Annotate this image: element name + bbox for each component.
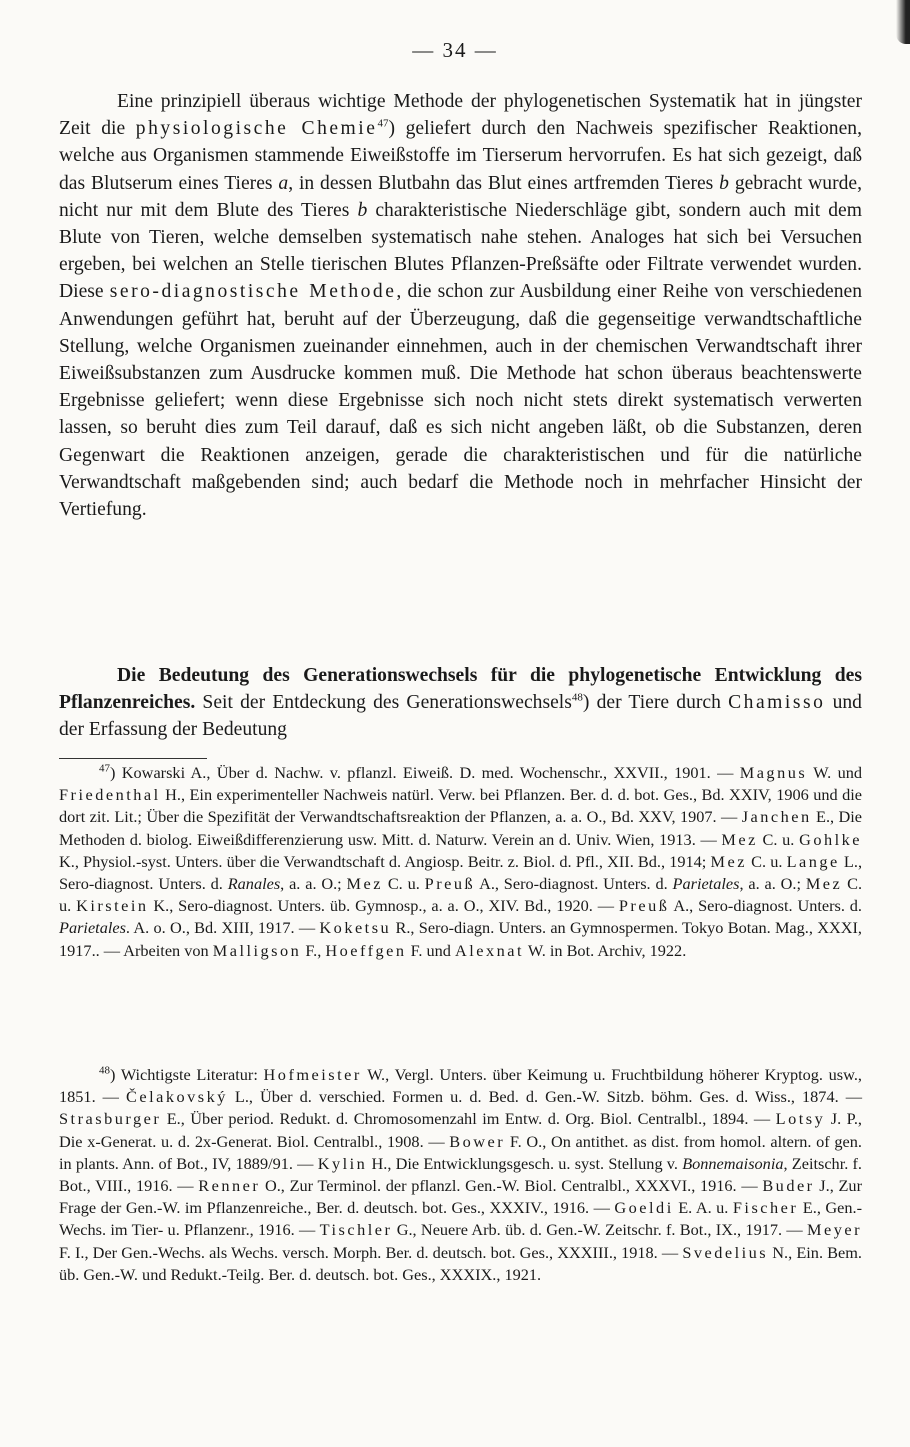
text-run: F. O., On antithet. as dist. from homol. altern. of gen. in plants. Ann. of Bot., IV, 1889/91. — (59, 1131, 862, 1173)
author-name: Mez (346, 874, 383, 894)
text-run: G., Neuere Arb. üb. d. Gen.-W. Zeitschr. f. Bot., IX., 1917. — (392, 1220, 807, 1240)
author-name: Hoeffgen (325, 940, 407, 960)
author-name: Malligson (212, 940, 302, 960)
footnote-ref-47[interactable]: 47 (377, 117, 389, 130)
author-name: Meyer (807, 1220, 862, 1240)
text-run: W., Vergl. Unters. über Keimung u. Fruchtbildung höherer Kryptog. usw., 1851. — (59, 1065, 862, 1107)
text-run: L., Sero-diagnost. Unters. d. (59, 851, 863, 894)
text-run: E., Über period. Redukt. d. Chromosomenzahl im Entw. d. Org. Biol. Centralbl., 1894. — (161, 1109, 776, 1129)
emphasis-physiologische-chemie: physiologische Chemie (135, 118, 378, 140)
text-run: E. A. u. (673, 1198, 733, 1218)
author-name: Koketsu (319, 918, 392, 938)
taxon-italic: Bonnemaisonia (682, 1153, 784, 1173)
footnote-mark: 48 (99, 1064, 110, 1077)
italic-variable: a (278, 172, 289, 194)
text-run: E., Gen.-Wechs. im Tier- u. Pflanzenr., 1916. — (59, 1198, 863, 1240)
author-name: Strasburger (59, 1109, 162, 1129)
text-run: Eine prinzipiell überaus wichtige Methode der phylogenetischen Systematik hat in jüngster Zeit die (59, 91, 862, 140)
author-name: Čelakovský (126, 1087, 228, 1107)
paragraph-serodiagnostics (59, 88, 862, 523)
text-run: , die schon zur Ausbildung einer Reihe von verschiedenen Anwendungen geführt hat, beruht auf der Überzeugung, daß die gegenseitige verwandtschaftliche Stellung, welche Organismen zueinander einnehmen, auch in der chemischen Verwandtschaft ihrer Eiweißsubstanzen zum Ausdrucke kommen muß. Die Methode hat schon überaus beachtenswerte Ergebnisse geliefert; wenn diese Ergebnisse sich noch nicht stets direkt systematisch verwerten lassen, so beruht dies zum Teil darauf, daß es sich nicht angeben läßt, ob die Substanzen, deren Gegenwart die Reaktionen anzeigen, gerade die charakteristischen und für die natürliche Verwandtschaft maßgebenden sind; auch bedarf die Methode noch in mehrfacher Hinsicht der Vertiefung. (59, 281, 862, 521)
text-run: ) der Tiere durch (582, 692, 729, 714)
author-name: Magnus (739, 763, 808, 782)
author-name: Alexnat (455, 940, 525, 960)
text-run: J., Zur Frage der Gen.-W. im Pflanzenreiche., Ber. d. deutsch. bot. Ges., XXXIV., 1916. — (59, 1176, 862, 1218)
author-name: Kirstein (76, 896, 149, 916)
text-run: W. in Bot. Archiv, 1922. (524, 940, 687, 960)
author-name: Mez (721, 829, 758, 849)
text-run: E., Die Methoden d. biolog. Eiweißdifferenzierung usw. Mitt. d. Naturw. Verein an d. Univ. Wien, 1913. — (59, 807, 863, 849)
text-run: N., Ein. Bem. üb. Gen.-W. und Redukt.-Teilg. Ber. d. deutsch. bot. Ges., XXXIX., 1921. (59, 1242, 862, 1284)
author-name: Friedenthal (59, 785, 161, 805)
author-name: Preuß (424, 874, 476, 894)
text-run: A., Sero-diagnost. Unters. d. (475, 874, 673, 894)
text-run: und der Erfassung der Bedeutung (59, 692, 862, 741)
author-name: Fischer (732, 1198, 799, 1218)
taxon-italic: Parietales (672, 874, 740, 894)
text-run: A., Sero-diagnost. Unters. d. (669, 896, 862, 916)
author-name: Renner (198, 1176, 261, 1196)
text-run: , Zeitschr. f. Bot., VIII., 1916. — (59, 1153, 863, 1196)
text-run: C. u. (59, 874, 863, 916)
text-run: O., Zur Terminol. der pflanzl. Gen.-W. Biol. Centralbl., XXXVI., 1916. — (260, 1176, 763, 1196)
text-run: C. u. (746, 851, 787, 871)
text-run: , in dessen Blutbahn das Blut eines artfremden Tieres (288, 172, 720, 194)
text-run: H., Ein experimenteller Nachweis natürl. Verw. bei Pflanzen. Ber. d. d. bot. Ges., Bd. XXIV, 1906 und die dort zit. Lit.; Über die Spezifität der Verwandtschaftsreaktion der Pflanzen, a. a. O., Bd. XXV, 1907. — (59, 785, 862, 827)
text-run: F., (301, 940, 326, 960)
emphasis-sero-diagnostische-methode: sero-diagnostische Methode (109, 281, 397, 303)
italic-variable: b (719, 172, 729, 194)
text-run: ) geliefert durch den Nachweis spezifischer Reaktionen, welche aus Organismen stammende Eiweißstoffe im Tierserum hervorrufen. Es hat sich gezeigt, daß das Blutserum eines Tieres (59, 118, 862, 194)
author-name: Mez (710, 851, 747, 871)
footnote-divider (59, 758, 207, 759)
author-name: Svedelius (682, 1242, 769, 1262)
author-name: Mez (805, 874, 843, 894)
text-run: gebracht wurde, nicht nur mit dem Blute des Tieres (59, 172, 862, 221)
taxon-italic: Ranales (227, 874, 281, 894)
footnote-ref-48[interactable]: 48 (571, 691, 583, 704)
text-run: K., Sero-diagnost. Unters. üb. Gymnosp., a. a. O., XIV. Bd., 1920. — (148, 896, 619, 916)
text-run: K., Physiol.-syst. Unters. über die Verwandtschaft d. Angiosp. Beitr. z. Biol. d. Pfl., XII. Bd., 1914; (59, 851, 711, 871)
text-run: C. u. (757, 829, 800, 849)
footnote-mark: 47 (99, 762, 110, 775)
page-number: — 34 — (412, 38, 498, 62)
author-name: Tischler (319, 1220, 393, 1240)
text-run: , a. a. O.; (280, 874, 347, 894)
text-run: F. und (406, 940, 455, 960)
author-name: Janchen (741, 807, 812, 827)
text-run: J. P., Die x-Generat. u. d. 2x-Generat. Biol. Centralbl., 1908. — (59, 1109, 862, 1151)
text-run: ) Wichtigste Literatur: (110, 1065, 264, 1084)
footnote-47 (59, 762, 862, 962)
author-name: Lange (786, 851, 840, 871)
text-run: L., Über d. verschied. Formen u. d. Bed. d. Gen.-W. Sitzb. böhm. Ges. d. Wiss., 1874. — (227, 1087, 862, 1107)
text-run: Seit der Entdeckung des Generationswechsels (195, 692, 572, 714)
author-name: Bower (449, 1131, 506, 1151)
text-run: charakteristische Niederschläge gibt, sondern auch mit dem Blute von Tieren, welche demselben systematisch nahe stehen. Analoges hat sich bei Versuchen ergeben, bei welchen an Stelle tierischen Blutes Pflanzen-Preßsäfte oder Filtrate verwendet wurden. Diese (59, 199, 862, 303)
text-run: R., Sero-diagn. Unters. an Gymnospermen. Tokyo Botan. Mag., XXXI, 1917.. — Arbeiten von (59, 918, 862, 960)
author-name: Lotsy (775, 1109, 826, 1129)
text-run: H., Die Entwicklungsgesch. u. syst. Stellung v. (367, 1153, 683, 1173)
text-run: C. u. (382, 874, 425, 894)
text-run: F. I., Der Gen.-Wechs. als Wechs. versch. Morph. Ber. d. deutsch. bot. Ges., XXXIII., 1918. — (59, 1242, 683, 1262)
author-name: Kylin (317, 1153, 368, 1173)
paragraph-generationswechsel (59, 662, 862, 744)
section-heading: Die Bedeutung des Generationswechsels für die phylogenetische Entwicklung des Pflanzenreiches. (59, 665, 862, 714)
text-run: . A. o. O., Bd. XIII, 1917. — (125, 918, 320, 938)
italic-variable: b (357, 199, 368, 221)
text-run: ) Kowarski A., Über d. Nachw. v. pflanzl. Eiweiß. D. med. Wochenschr., XXVII., 1901. — (110, 763, 740, 782)
emphasis-chamisso: Chamisso (728, 692, 826, 714)
footnote-48 (59, 1064, 862, 1286)
author-name: Goeldi (614, 1198, 674, 1218)
author-name: Hofmeister (263, 1065, 362, 1084)
text-run: , a. a. O.; (739, 874, 806, 894)
author-name: Preuß (618, 896, 670, 916)
text-run: W. und (807, 763, 862, 782)
author-name: Buder (762, 1176, 815, 1196)
author-name: Gohlke (799, 829, 862, 849)
taxon-italic: Parietales (59, 918, 126, 938)
